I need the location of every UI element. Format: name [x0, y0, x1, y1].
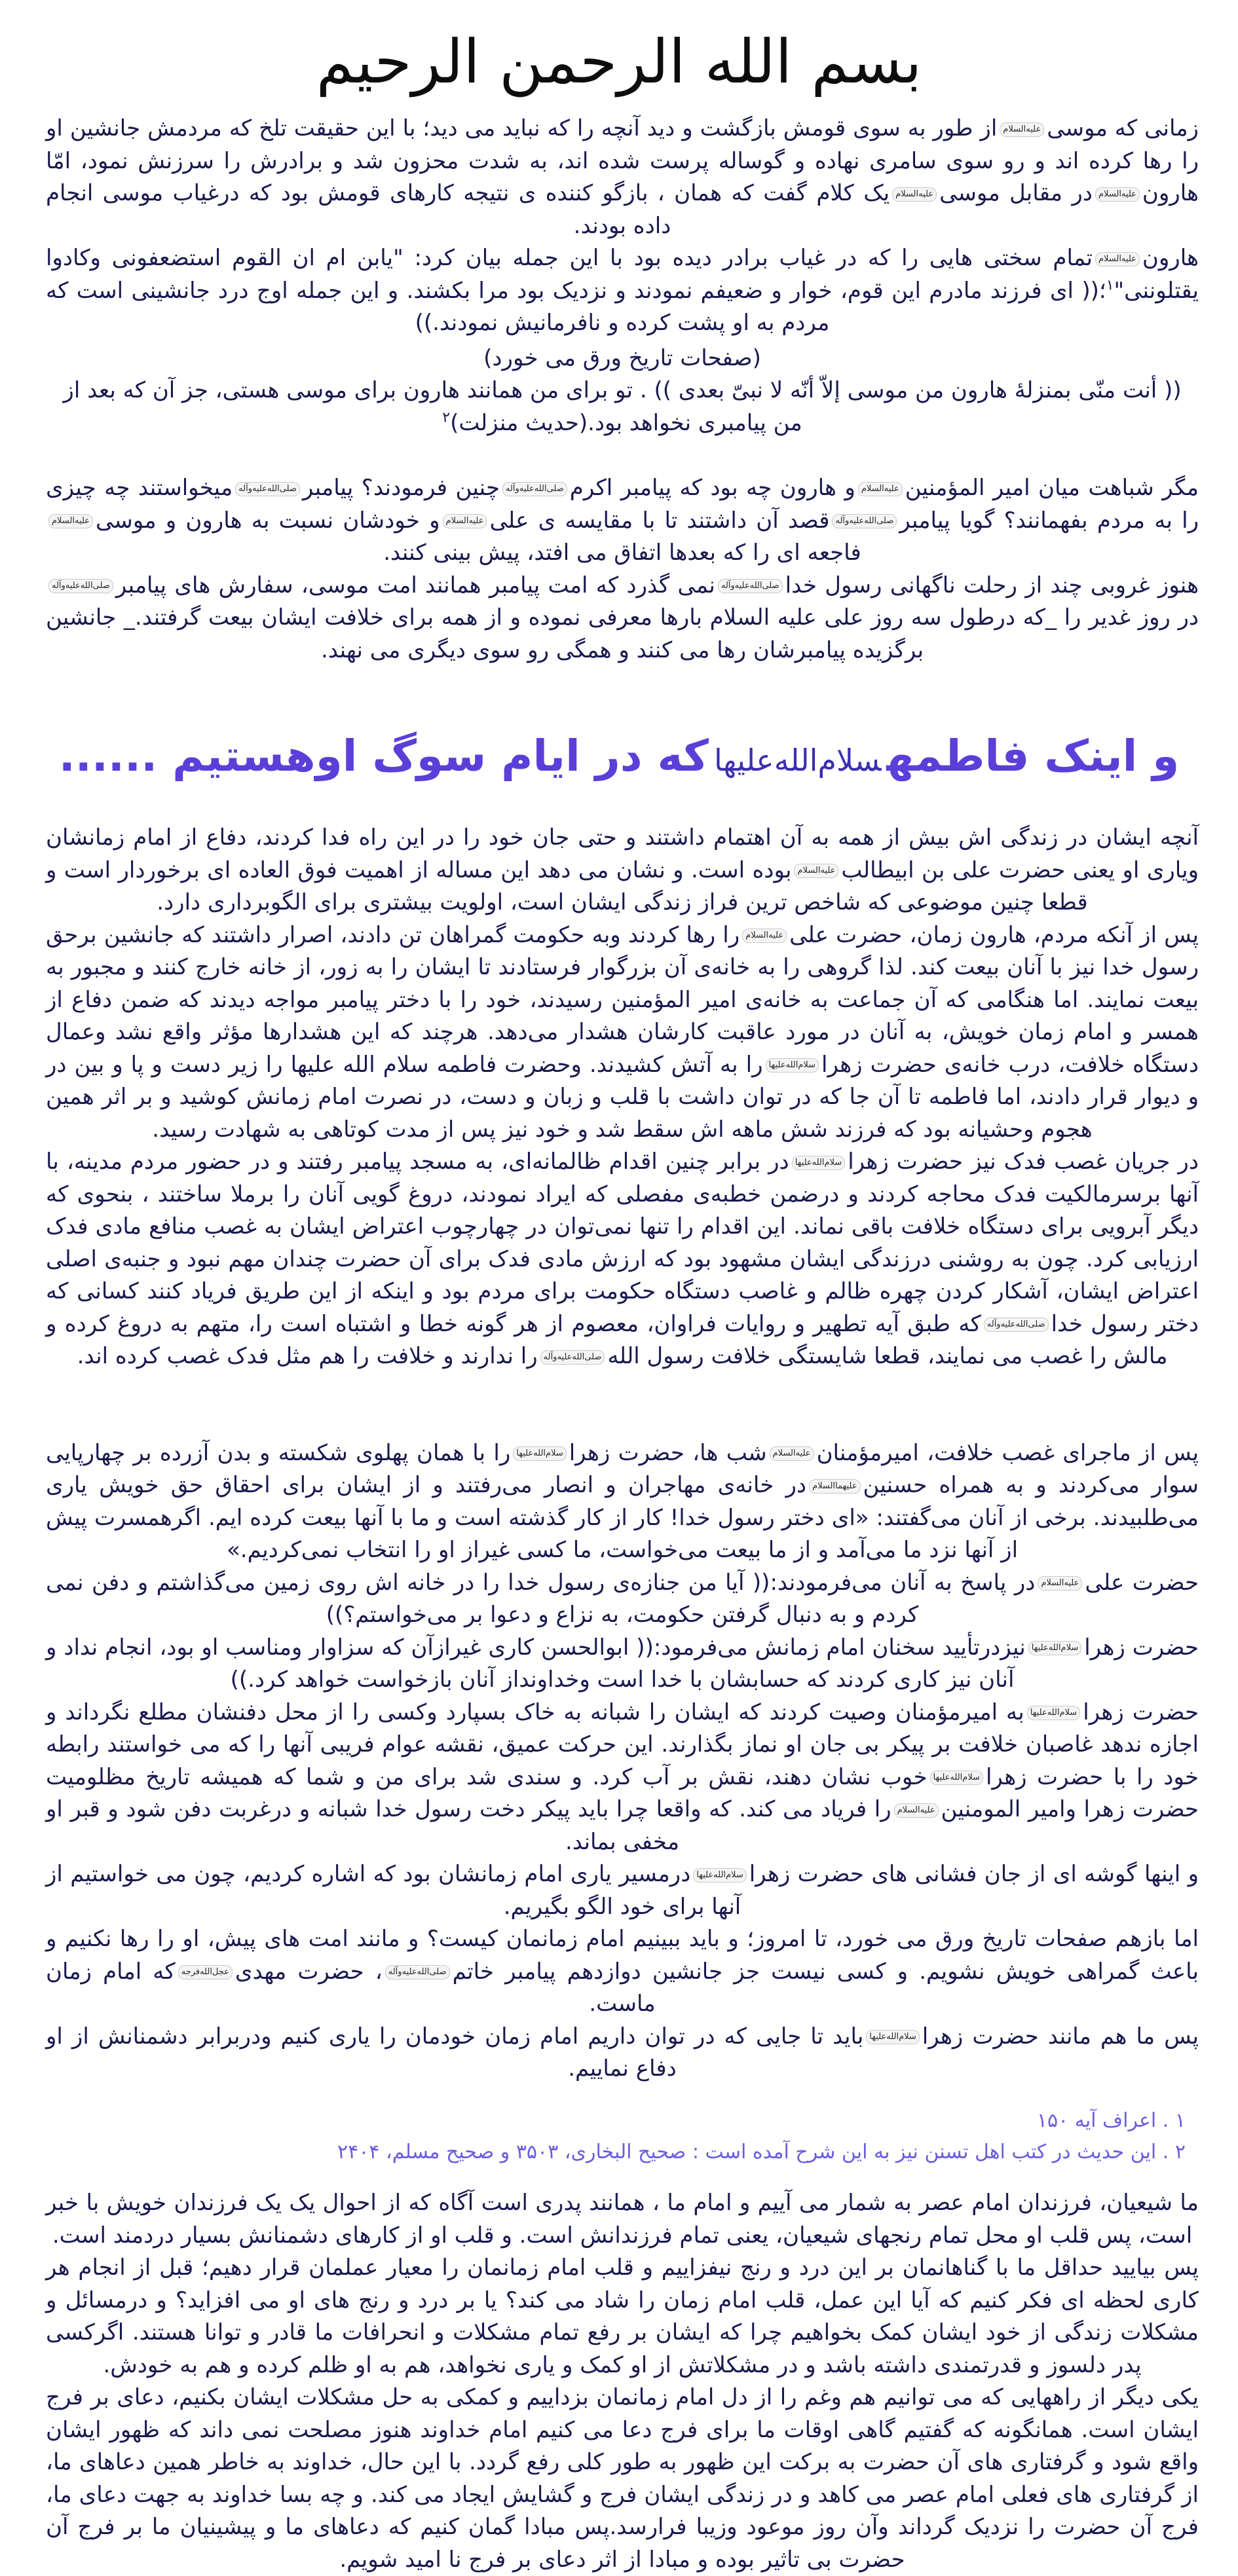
footnote-ref-2: ۲ — [442, 409, 451, 426]
salawat-badge: سلام‌الله‌علیها — [866, 2030, 919, 2044]
section-headline: و اینک فاطمهسلام‌الله‌علیهاکه در ایام سوگ اوهستیم ...... — [58, 731, 1180, 781]
paragraph-imam-of-time: اما بازهم صفحات تاریخ ورق می خورد، تا امروز؛ و باید ببینیم امام زمانمان کیست؟ و مانند امت های پیش، او را رها نکنیم و باعث گمراهی خویش نشویم. و کسی نیست جز جانشین دوازدهم پیامبر خاتمصلی‌الله‌علیه‌وآله، حضرت مهدیعجل‌الله‌فرجهکه امام زمان ماست. — [46, 1926, 1199, 2017]
salawat-badge: علیه‌السلام — [858, 482, 903, 496]
salawat-badge: سلام‌الله‌علیها — [792, 1156, 845, 1170]
paragraph-aaron-words: هارونعلیه‌السلامتمام سختی هایی را که در غیاب برادر دیده بود با این جمله بیان کرد: "یابن ام ان القوم استضعفونی وکادوا یقتلوننی"$^۱$؛(( ای فرزند مادرم این قوم، خوار و ضعیفم نمودند و نزدیک بود مرا بکشند. و این جمله اوج درد جانشینی است که مردم به او پشت کرده و نافرمانیش نمودند.)) — [46, 245, 1199, 336]
paragraph-prayer-faraj: یکی دیگر از راههایی که می توانیم هم وغم را از دل امام زمانمان بزداییم و کمکی به حل مشکلات ایشان بکنیم، دعای بر فرج ایشان است. همانگونه که گفتیم گاهی اوقات ما برای فرج دعا می کنیم امام خداوند هنوز مصلحت نمی داند که ظهور ایشان واقع شود و گرفتاری های آن حضرت به برکت این ظهور به طور کلی رفع گردد. با این حال، خداوند به خاطر همین دعاهای ما، از گرفتاری های فعلی امام عصر می کاهد و در زندگی ایشان فرج و گشایش ایجاد می کند. و چه بسا خداوند به جهت دعای ما، فرج آن حضرت را نزدیک گرداند وآن روز موعود وزیبا فرارسد.پس مبادا گمان کنیم که دعاهای ما و پیشینیان ما بر فرج آن حضرت بی تاثیر بوده و مبادا از اثر دعای بر فرج نا امید شویم. — [46, 2384, 1199, 2573]
paragraph-ali-reply: حضرت علیعلیه‌السلامدر پاسخ به آنان می‌فرمودند:(( آیا من جنازه‌ی رسول خدا را در خانه اش روی زمین می‌گذاشتم و دفن نمی کردم و به دنبال گرفتن حکومت، به نزاع و دعوا بر می‌خواستم؟)) — [46, 1569, 1199, 1628]
paragraph-fadak: در جریان غصب فدک نیز حضرت زهراسلام‌الله‌علیهادر برابر چنین اقدام ظالمانه‌ای، به مسجد پیامبر رفتند و در حضور مردم مدینه، با آنها برسرمالکیت فدک محاجه کردند و درضمن خطبه‌ی مفصلی که ایراد نمودند، دروغ گویی آنان را برملا ساختند ، بنحوی که دیگر آبرویی برای دستگاه خلافت باقی نماند. این اقدام را تنها نمی‌توان در چهارچوب اعتراض ایشان به غصب منافع مادی فدک ارزیابی کرد. چون به روشنی درزندگی ایشان مشهود بود که ارزش مادی فدک برای آن حضرت چندان مهم نبود و جنبه‌ی اصلی اعتراض ایشان، آشکار کردن چهره ظالم و غاصب دستگاه حکومت برای مردم بود و اینکه از این طریق فریاد کنند کسانی که دختر رسول خداصلی‌الله‌علیه‌وآلهکه طبق آیه تطهیر و روایات فراوان، معصوم از هر گونه خطا و اشتباه است را، متهم به دروغ کرده و مالش را غصب می نمایند، قطعا شایستگی خلافت رسول اللهصلی‌الله‌علیه‌وآلهرا ندارند و خلافت را هم مثل فدک غصب کرده اند. — [46, 1149, 1199, 1369]
salawat-badge: علیهماالسلام — [809, 1479, 860, 1494]
salawat-badge: عجل‌الله‌فرجه — [178, 1965, 233, 1979]
history-page-turns: (صفحات تاریخ ورق می خورد) — [483, 344, 761, 371]
salawat-badge: صلی‌الله‌علیه‌وآله — [502, 482, 567, 496]
salawat-badge: علیه‌السلام — [770, 1446, 814, 1461]
paragraph-follow-zahra: پس ما هم مانند حضرت زهراسلام‌الله‌علیهاباید تا جایی که در توان داریم امام زمان خودمان را یاری کنیم ودربرابر دشمنانش از او دفاع نماییم. — [46, 2023, 1199, 2082]
salawat-badge: علیه‌السلام — [894, 1803, 939, 1818]
salawat-badge: علیه‌السلام — [443, 514, 487, 528]
salawat-badge: سلام‌الله‌علیها — [1027, 1706, 1080, 1720]
salawat-badge: سلام‌الله‌علیها — [930, 1771, 983, 1785]
paragraph-will: حضرت زهراسلام‌الله‌علیهابه امیرمؤمنان وصیت کردند که ایشان را شبانه به خاک بسپارد وکسی را از محل دفنشان مطلع نگرداند و اجازه ندهد غاصبان خلافت بر پیکر بی جان او نماز بگذارند. این حرکت عمیق، نقشه عوام فریبی آنها را که می خواستند رابطه خود را با حضرت زهراسلام‌الله‌علیهاخوب نشان دهند، نقش بر آب کرد. و سندی شد برای من و شما که همیشه تاریخ مظلومیت حضرت زهرا وامیر المومنینعلیه‌السلامرا فریاد می کند. که واقعا چرا باید پیکر دخت رسول خدا شبانه و درغربت دفن شود و قبر او مخفی بماند. — [46, 1699, 1199, 1855]
salawat-badge: علیه‌السلام — [1095, 187, 1140, 202]
salawat-badge: علیه‌السلام — [742, 929, 787, 943]
footnote-2: ۲ . این حدیث در کتب اهل تسنن نیز به این شرح آمده است : صحیح البخاری، ۳۵۰۳ و صحیح مسلم، ۲۴۰۴ — [337, 2141, 1186, 2163]
intro-section — [46, 113, 1199, 667]
footnotes — [52, 2105, 1186, 2168]
paragraph-heart-criterion: پس بیایید حداقل ما با گناهانمان بر این درد و رنج نیفزاییم و قلب امام زمانمان را معیار عملمان قرار دهیم؛ قبل از انجام هر کاری لحظه ای فکر کنیم که آیا این عمل، قلب امام زمان را شاد می کند؟ یا بر درد و رنج های او می افزاید؟ و درمسائل و مشکلات زندگی از خود ایشان کمک بخواهیم چرا که ایشان بر رفع تمام مشکلات و انحرافات ما قادر و توانا هستند. اگرکسی پدر دلسوز و قدرتمندی داشته باشد و در مشکلاتش از او کمک و یاری نخواهد، هم به او ظلم کرده و هم به خودش. — [46, 2254, 1199, 2378]
basmala-calligraphy: بسم الله الرحمن الرحیم — [316, 27, 922, 97]
salawat-badge: صلی‌الله‌علیه‌وآله — [718, 579, 783, 593]
paragraph-imam-father: ما شیعیان، فرزندان امام عصر به شمار می آییم و امام ما ، همانند پدری است آگاه که از احوال یک یک فرزندان خویش با خبر است، پس قلب او محل تمام رنجهای شیعیان، یعنی تمام فرزندانش است. و قلب او از کارهای دشمنانش بسیار دردمند است. — [46, 2190, 1199, 2249]
hadith-manzilat: (( أنت منّی بمنزلهٔ هارون من موسی إلاّ أنّه لا نبیّ بعدی )) . تو برای من همانند هارون برای موسی هستی، جز آن که بعد از من پیامبری نخواهد بود.(حدیث منزلت)$^۲$ — [63, 377, 1182, 436]
salawat-badge: صلی‌الله‌علیه‌وآله — [984, 1317, 1049, 1332]
salawat-badge: سلام‌الله‌علیها — [513, 1446, 566, 1461]
salawat-badge: صلی‌الله‌علیه‌وآله — [235, 482, 300, 496]
paragraph-night-visits: پس از ماجرای غصب خلافت، امیرمؤمنانعلیه‌السلامشب ها، حضرت زهراسلام‌الله‌علیهارا با همان پهلوی شکسته و بدن آزرده بر چهارپایی سوار می‌کردند و به همراه حسنینعلیهماالسلامدر خانه‌ی مهاجران و انصار می‌رفتند و از ایشان برای احقاق حق خویش یاری می‌طلبیدند. برخی از آنان می‌گفتند: «ای دختر رسول خدا! کار از کار گذشته است و ما با آنها بیعت کرده ایم. اگرهمسرت پیش از آنها نزد ما می‌آمد و از ما بیعت می‌خواست، ما کسی غیراز او را انتخاب نمی‌کردیم.» — [46, 1439, 1199, 1563]
salawat-badge: علیه‌السلام — [892, 187, 937, 202]
salawat-badge: سلام‌الله‌علیها — [1028, 1641, 1081, 1655]
paragraph-similarity: مگر شباهت میان امیر المؤمنینعلیه‌السلامو هارون چه بود که پیامبر اکرمصلی‌الله‌علیه‌وآلهچنین فرمودند؟ پیامبرصلی‌الله‌علیه‌وآلهمیخواستند چه چیزی را به مردم بفهمانند؟ گویا پیامبرصلی‌الله‌علیه‌وآلهقصد آن داشتند تا با مقایسه ی علیعلیه‌السلامو خودشان نسبت به هارون و موسیعلیه‌السلامفاجعه ای را که بعدها اتفاق می افتد، پیش بینی کنند. — [46, 475, 1199, 566]
salawat-badge: صلی‌الله‌علیه‌وآله — [832, 514, 897, 528]
paragraph-defense-imam: آنچه ایشان در زندگی اش بیش از همه به آن اهتمام داشتند و حتی جان خود را در این راه فدا کردند، دفاع از امام زمانشان ویاری او یعنی حضرت علی بن ابیطالبعلیه‌السلامبوده است. و نشان می دهد این مساله از اهمیت فوق العاده ای برخوردار است و قطعا چنین موضوعی که شاخص ترین فراز زندگی ایشان است، اولویت بیشتری برای الگوبرداری دارد. — [46, 824, 1199, 915]
fatimah-section — [46, 822, 1199, 2086]
salawat-badge: علیه‌السلام — [48, 514, 93, 528]
salawat-badge: علیه‌السلام — [1095, 252, 1140, 267]
shia-section — [46, 2187, 1199, 2576]
salawat-badge: علیه‌السلام — [1000, 122, 1044, 137]
salam-calligraphy: سلام‌الله‌علیها — [713, 743, 882, 778]
salawat-badge: سلام‌الله‌علیها — [766, 1058, 819, 1073]
paragraph-house-attack: پس از آنکه مردم، هارون زمان، حضرت علیعلیه‌السلامرا رها کردند وبه حکومت گمراهان تن دادند، اصرار داشتند که جانشین برحق رسول خدا نیز با آنان بیعت کند. لذا گروهی را به خانه‌ی آن بزرگوار فرستادند تا ایشان را به زور، از خانه خارج کنند و مجبور به بیعت نمایند. اما هنگامی که آن جماعت به خانه‌ی امیر المؤمنین رسیدند، خود را با دختر پیامبر مواجه دیدند که ضمن دفاع از همسر و امام زمان خویش، به آنان در مورد عاقبت کارشان هشدار می‌دهد. هرچند که این هشدارها مؤثر واقع نشد وعمال دستگاه خلافت، درب خانه‌ی حضرت زهراسلام‌الله‌علیهارا به آتش کشیدند. وحضرت فاطمه سلام الله علیها را زیر دست و پا و بین در و دیوار قرار دادند، اما فاطمه تا آن جا که در توان داشت با قلب و زبان و دست، در نصرت امام زمانش کوشید و بر اثر همین هجوم وحشیانه بود که فرزند شش ماهه اش سقط شد و خود نیز پس از مدت کوتاهی به شهادت رسید. — [46, 921, 1199, 1143]
salawat-badge: صلی‌الله‌علیه‌وآله — [540, 1350, 605, 1365]
footnote-1: ۱ . اعراف آیه ۱۵۰ — [1036, 2109, 1186, 2132]
paragraph-moses-return: زمانی که موسیعلیه‌السلاماز طور به سوی قومش بازگشت و دید آنچه را که نباید می دید؛ با این حقیقت تلخ که مردمش جانشین او را رها کرده اند و رو سوی سامری نهاده و گوساله پرست شده اند، به شدت محزون شد و برادرش را سرزنش نمود، امّا هارونعلیه‌السلامدر مقابل موسیعلیه‌السلامیک کلام گفت که همان ، بازگو کننده ی نتیجه کارهای قومش بود که درغیاب موسی انجام داده بودند. — [46, 115, 1199, 239]
salawat-badge: علیه‌السلام — [1038, 1576, 1082, 1591]
salawat-badge: علیه‌السلام — [794, 864, 838, 878]
salawat-badge: صلی‌الله‌علیه‌وآله — [48, 579, 113, 593]
paragraph-zahra-confirm: حضرت زهراسلام‌الله‌علیهانیزدرتأیید سخنان امام زمانش می‌فرمود:(( ابوالحسن کاری غیرازآن که سزاوار ومناسب او بود، انجام نداد و آنان نیز کاری کردند که حسابشان با خدا است وخداونداز آنان بازخواست خواهد کرد.)) — [46, 1634, 1199, 1693]
salawat-badge: سلام‌الله‌علیها — [693, 1868, 746, 1883]
footnote-ref-1: ۱ — [1106, 277, 1114, 294]
salawat-badge: صلی‌الله‌علیه‌وآله — [385, 1965, 450, 1979]
paragraph-sacrifice: و اینها گوشه ای از جان فشانی های حضرت زهراسلام‌الله‌علیهادرمسیر یاری امام زمانشان بود که اشاره کردیم، چون می خواستیم از آنها برای خود الگو بگیریم. — [46, 1861, 1199, 1920]
paragraph-ghadir: هنوز غروبی چند از رحلت ناگهانی رسول خداصلی‌الله‌علیه‌وآلهنمی گذرد که امت پیامبر همانند امت موسی، سفارش های پیامبرصلی‌الله‌علیه‌وآلهدر روز غدیر را _که درطول سه روز علی علیه السلام بارها معرفی نموده و از همه برای خلافت ایشان بیعت گرفتند._ جانشین برگزیده پیامبرشان رها می کنند و همگی رو سوی دیگری می نهند. — [46, 572, 1199, 663]
